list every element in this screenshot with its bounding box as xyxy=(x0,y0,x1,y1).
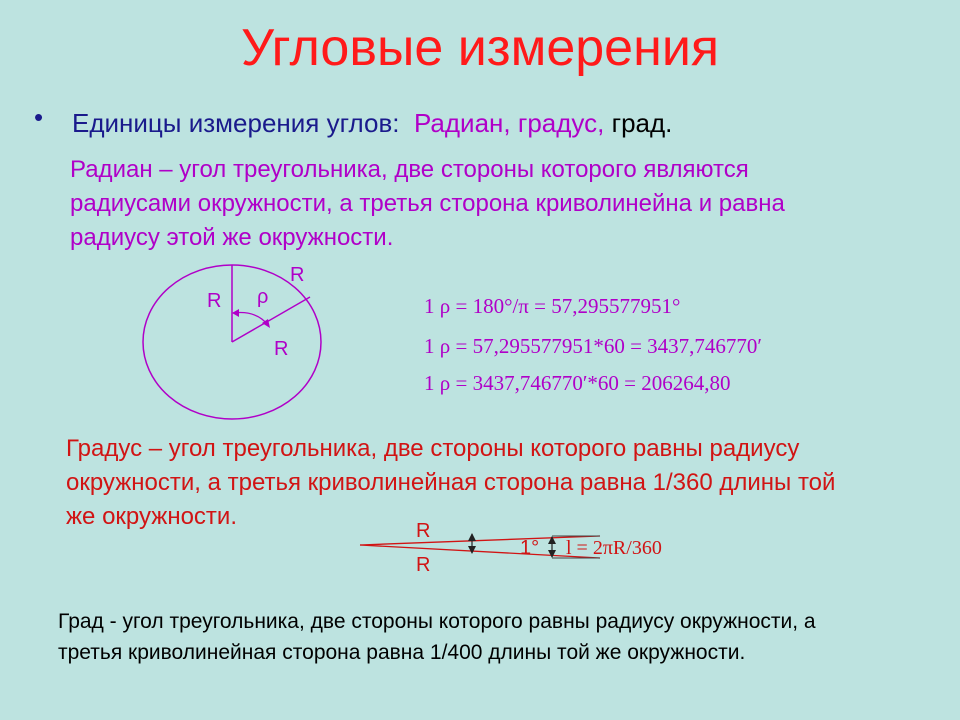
units-prefix: Единицы измерения углов: xyxy=(72,108,400,138)
angle-marker-arrow-down xyxy=(468,546,476,554)
degree-definition-line: же окружности. xyxy=(66,503,237,530)
grad-definition xyxy=(58,606,816,668)
radius-diagonal xyxy=(232,297,310,342)
unit-degree: градус, xyxy=(517,108,605,138)
slide-title: Угловые измерения xyxy=(240,19,720,77)
grad-definition-line: Град - угол треугольника, две стороны которого равны радиусу окружности, а xyxy=(58,610,816,633)
radian-definition-line: радиусу этой же окружности. xyxy=(70,224,394,251)
circle-label-r-left: R xyxy=(207,290,222,312)
circle-label-r-top: R xyxy=(290,264,305,286)
wedge-arc-length-label: l = 2πR/360 xyxy=(566,537,662,559)
wedge-angle-label: 1° xyxy=(520,537,540,559)
radian-formula: 1 ρ = 3437,746770′*60 = 206264,80 xyxy=(424,371,731,395)
bullet-point: • xyxy=(34,102,44,132)
wedge-lower-side xyxy=(360,545,600,558)
circle-label-r-bottom: R xyxy=(274,338,289,360)
rho-arrow-left xyxy=(232,309,239,317)
radian-formula: 1 ρ = 180°/π = 57,295577951° xyxy=(424,294,681,318)
degree-definition-line: Градус – угол треугольника, две стороны которого равны радиусу xyxy=(66,435,800,462)
grad-definition-line: третья криволинейная сторона равна 1/400 длины той же окружности. xyxy=(58,641,746,664)
radian-formula: 1 ρ = 57,295577951*60 = 3437,746770′ xyxy=(424,334,763,358)
unit-grad: град. xyxy=(611,108,673,138)
circle-label-rho: ρ xyxy=(257,286,269,308)
angle-marker-arrow-up xyxy=(468,533,476,541)
wedge-upper-side xyxy=(360,536,600,545)
wedge-label-r-bottom: R xyxy=(416,554,431,576)
arc-marker-arrow-down xyxy=(548,550,556,558)
unit-radian: Радиан, xyxy=(413,108,511,138)
wedge-label-r-top: R xyxy=(416,520,431,542)
degree-definition-line: окружности, а третья криволинейная сторона равна 1/360 длины той xyxy=(66,469,836,496)
degree-definition xyxy=(66,432,835,534)
radian-definition-line: Радиан – угол треугольника, две стороны которого являются xyxy=(70,156,749,183)
radian-definition-line: радиусами окружности, а третья сторона криволинейна и равна xyxy=(70,190,785,217)
